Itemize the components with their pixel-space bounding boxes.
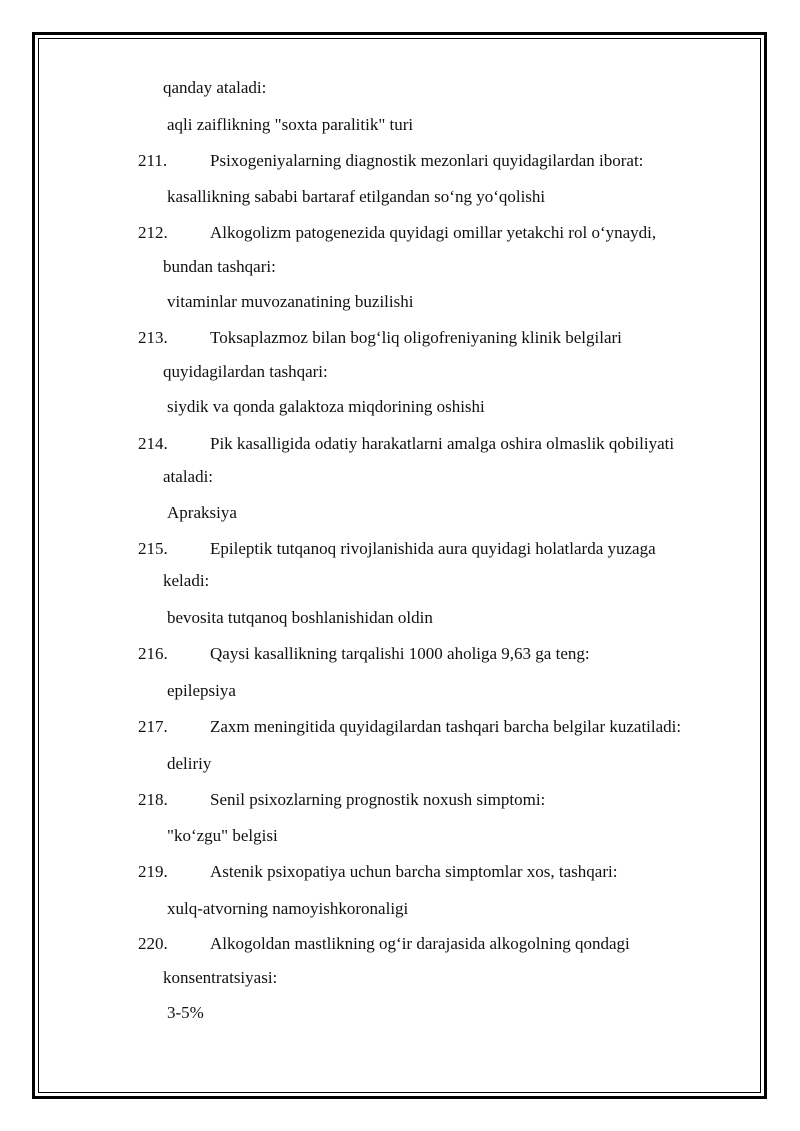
answer-text: aqli zaiflikning "soxta paralitik" turi [167, 115, 414, 134]
answer-line [163, 114, 413, 137]
question-text: Qaysi kasallikning tarqalishi 1000 aholiga 9,63 ga teng: [210, 644, 590, 663]
question-text: Senil psixozlarning prognostik noxush simptomi: [210, 790, 546, 809]
answer-text: bevosita tutqanoq boshlanishidan oldin [167, 608, 433, 627]
answer-line [163, 291, 413, 314]
question-text-cont: bundan tashqari: [163, 257, 276, 276]
answer-text: deliriy [167, 754, 212, 773]
question-text: Astenik psixopatiya uchun barcha simptomlar xos, tashqari: [210, 862, 618, 881]
question-text-cont: ataladi: [163, 467, 214, 486]
question-text: Psixogeniyalarning diagnostik mezonlari quyidagilardan iborat: [210, 151, 644, 170]
answer-text: "ko‘zgu" belgisi [167, 826, 278, 845]
answer-text: Apraksiya [167, 503, 237, 522]
question-number: 214. [138, 434, 168, 453]
answer-text: epilepsiya [167, 681, 236, 700]
question-text: Alkogolizm patogenezida quyidagi omillar yetakchi rol o‘ynaydi, [210, 223, 657, 242]
question-text: Pik kasalligida odatiy harakatlarni amalga oshira olmaslik qobiliyati [210, 434, 675, 453]
question-text: Epileptik tutqanoq rivojlanishida aura quyidagi holatlarda yuzaga [210, 539, 656, 558]
answer-text: siydik va qonda galaktoza miqdorining oshishi [167, 397, 485, 416]
answer-line [163, 753, 211, 776]
answer-line [163, 396, 485, 419]
answer-text: vitaminlar muvozanatining buzilishi [167, 292, 414, 311]
question-number: 219. [138, 862, 168, 881]
question-text: Zaxm meningitida quyidagilardan tashqari barcha belgilar kuzatiladi: [210, 717, 682, 736]
answer-line [163, 898, 408, 921]
answer-line [163, 1002, 204, 1025]
question-text-cont: keladi: [163, 571, 210, 590]
question-number: 218. [138, 790, 168, 809]
question-text-cont: konsentratsiyasi: [163, 968, 278, 987]
answer-line [163, 680, 236, 703]
question-number: 215. [138, 539, 168, 558]
question-number: 211. [138, 151, 168, 170]
question-number: 216. [138, 644, 168, 663]
answer-line [163, 186, 545, 209]
answer-text: kasallikning sababi bartaraf etilgandan so‘ng yo‘qolishi [167, 187, 546, 206]
question-text-cont: quyidagilardan tashqari: [163, 362, 328, 381]
answer-text: 3-5% [167, 1003, 204, 1022]
question-text: Alkogoldan mastlikning og‘ir darajasida alkogolning qondagi [210, 934, 630, 953]
answer-text: xulq-atvorning namoyishkoronaligi [167, 899, 409, 918]
question-text: Toksaplazmoz bilan bog‘liq oligofreniyaning klinik belgilari [210, 328, 622, 347]
question-number: 217. [138, 717, 168, 736]
answer-line [163, 502, 237, 525]
question-number: 213. [138, 328, 168, 347]
question-continuation: qanday ataladi: [163, 78, 267, 97]
question-number: 220. [138, 934, 168, 953]
answer-line [163, 825, 278, 848]
question-number: 212. [138, 223, 168, 242]
answer-line [163, 607, 433, 630]
